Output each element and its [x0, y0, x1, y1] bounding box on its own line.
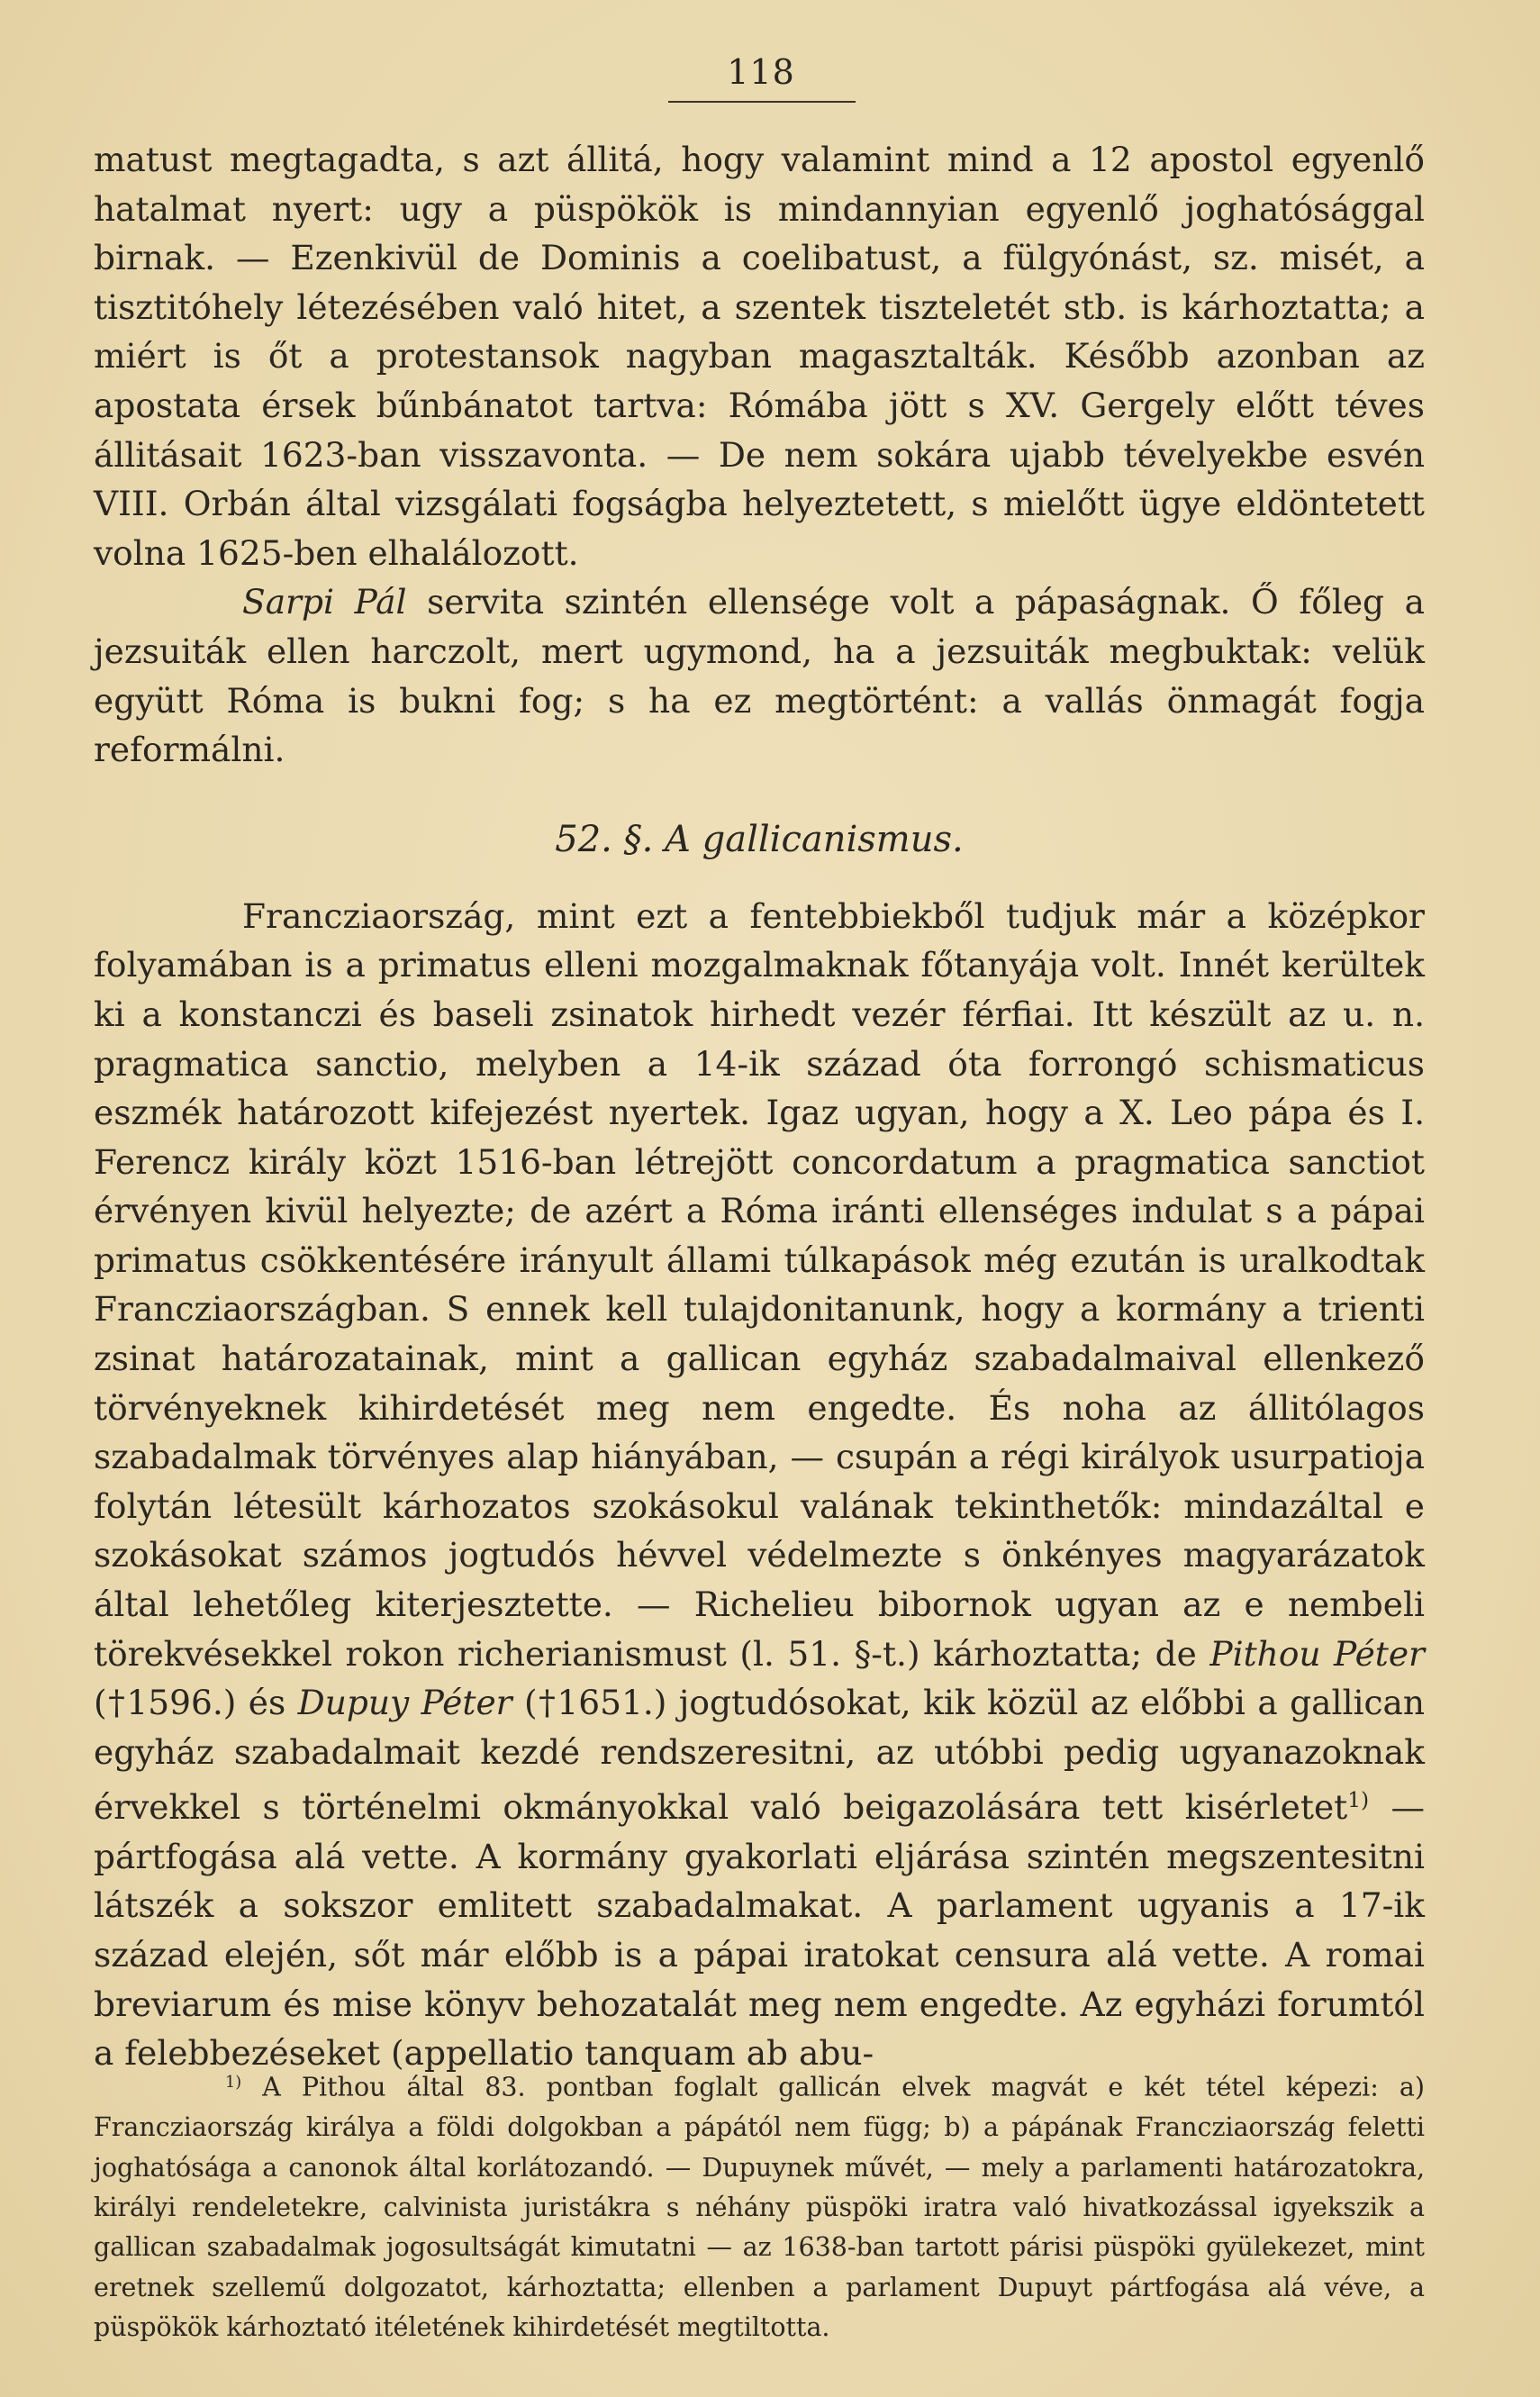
- gallicanism-text-4: — pártfogása alá vette. A kormány gyakorlati eljárása szintén megszentesitni látszék a sokszor emlitett szabadalmakat. A parlament ugyanis a 17-ik század elején, sőt már előbb is a pápai iratokat censura alá vette. A romai breviarum és mise könyv behozatalát meg nem engedte. Az egyházi forumtól a felebbezéseket (appellatio tanquam ab abu-: [94, 1787, 1425, 2074]
- paragraph-sarpi-text: servita szintén ellensége volt a pápaságnak. Ő főleg a jezsuiták ellen harczolt, mert ugymond, ha a jezsuiták megbuktak: velük együtt Róma is bukni fog; s ha ez megtörtént: a vallás önmagát fogja reformálni.: [94, 582, 1425, 770]
- footnote-text: A Pithou által 83. pontban foglalt gallicán elvek magvát e két tétel képezi: a) Francziaország királya a földi dolgokban a pápától nem függ; b) a pápának Francziaország feletti joghatósága a canonok által korlátozandó. — Dupuynek művét, — mely a parlamenti határozatokra, királyi rendeletekre, calvinista juristákra s néhány püspöki iratra való hivatkozással igyekszik a gallican szabadalmak jogosultságát kimutatni — az 1638-ban tartott párisi püspöki gyülekezet, mint eretnek szellemű dolgozatot, kárhoztatta; ellenben a parlament Dupuyt pártfogása alá véve, a püspökök kárhoztató itéletének kihirdetését megtiltotta.: [94, 2072, 1425, 2343]
- section-heading: [94, 814, 1425, 865]
- footnote-reference[interactable]: 1): [1347, 1788, 1370, 1813]
- gallicanism-text-2: (†1596.) és: [94, 1683, 298, 1723]
- person-name-pithou: Pithou Péter: [1209, 1633, 1425, 1674]
- paragraph-sarpi: [94, 577, 1425, 774]
- gallicanism-text-1: Francziaország, mint ezt a fentebbiekből tudjuk már a középkor folyamában is a primatus elleni mozgalmaknak főtanyája volt. Innét kerültek ki a konstanczi és baseli zsinatok hirhedt vezér férfiai. Itt készült az u. n. pragmatica sanctio, melyben a 14-ik század óta forrongó schismaticus eszmék határozott kifejezést nyertek. Igaz ugyan, hogy a X. Leo pápa és I. Ferencz király közt 1516-ban létrejött concordatum a pragmatica sanctiot érvényen kivül helyezte; de azért a Róma iránti ellenséges indulat s a pápai primatus csökkentésére irányult állami túlkapások még ezután is uralkodtak Francziaországban. S ennek kell tulajdonitanunk, hogy a kormány a trienti zsinat határozatainak, mint a gallican egyház szabadalmaival ellenkező törvényeknek kihirdetését meg nem engedte. És noha az állitólagos szabadalmak törvényes alap hiányában, — csupán a régi királyok usurpatioja folytán létesült kárhozatos szokásokul valának tekinthetők: mindazáltal e szokásokat számos jogtudós hévvel védelmezte s önkényes magyarázatok által lehetőleg kiterjesztette. — Richelieu bibornok ugyan az e nembeli törekvésekkel rokon richerianismust (l. 51. §-t.) kárhoztatta; de: [94, 895, 1425, 1674]
- paragraph-gallicanism: [94, 892, 1425, 2078]
- section-title: A gallicanismus.: [665, 818, 964, 860]
- body-text: [94, 135, 1425, 2078]
- paragraph-continuation: matust megtagadta, s azt állitá, hogy valamint mind a 12 apostol egyenlő hatalmat nyert: ugy a püspökök is mindannyian egyenlő joghatósággal birnak. — Ezenkivül de Dominis a coelibatust, a fülgyónást, sz. misét, a tisztitóhely létezésében való hitet, a szentek tiszteletét stb. is kárhoztatta; a miért is őt a protestansok nagyban magasztalták. Később azonban az apostata érsek bűnbánatot tartva: Rómába jött s XV. Gergely előtt téves állitásait 1623-ban visszavonta. — De nem sokára ujabb tévelyekbe esvén VIII. Orbán által vizsgálati fogságba helyeztetett, s mielőtt ügye eldöntetett volna 1625-ben elhalálozott.: [94, 140, 1425, 573]
- gallicanism-text-3: (†1651.) jogtudósokat, kik közül az előbbi a gallican egyház szabadalmait kezdé rendszeresitni, az utóbbi pedig ugyanazoknak érvekkel s történelmi okmányokkal való beigazolására tett kisérletet: [94, 1683, 1425, 1828]
- page-number-rule: [668, 101, 856, 103]
- footnote-marker: 1): [225, 2074, 242, 2092]
- section-number: 52. §.: [555, 818, 654, 860]
- footnote-1: [94, 2063, 1425, 2348]
- person-name-dupuy: Dupuy Péter: [297, 1683, 512, 1723]
- page-number: 118: [727, 52, 795, 92]
- footnotes: [94, 2063, 1425, 2348]
- person-name-sarpi: Sarpi Pál: [242, 582, 407, 622]
